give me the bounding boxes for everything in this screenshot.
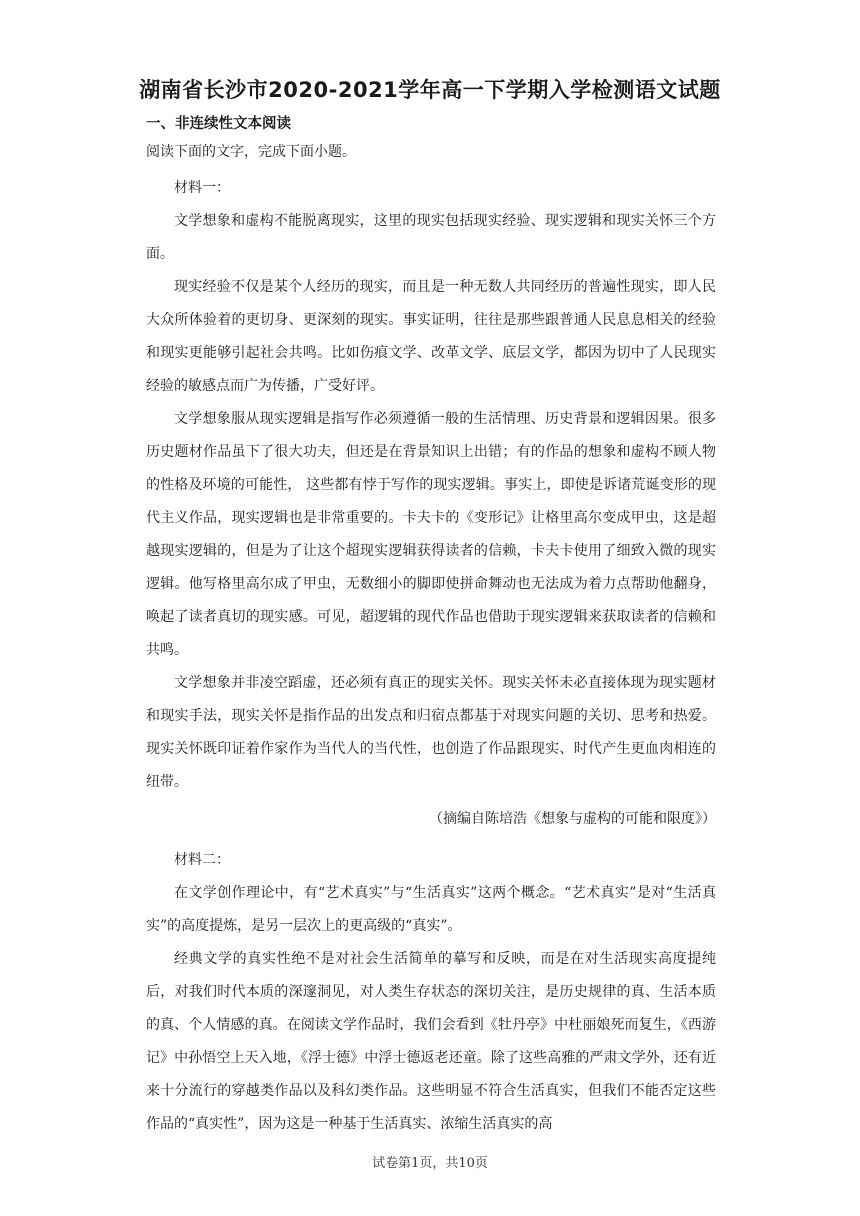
material-two-label: 材料二： (174, 852, 230, 868)
material-two-paragraph: 经典文学的真实性绝不是对社会生活简单的摹写和反映，而是在对生活现实高度提纯后，对我们时代本质的深邃洞见，对人类生存状态的深切关注，是历史规律的真、生活本质的真、个人情感的真。在阅读文学作品时，我们会看到《牡丹亭》中杜丽娘死而复生，《西游记》中孙悟空上天入地，《浮士德》中浮士德返老还童。除了这些高雅的严肃文学外，还有近来十分流行的穿越类作品以及科幻类作品。这些明显不符合生活真实，但我们不能否定这些作品的“真实性”，因为这是一种基于生活真实、浓缩生活真实的高 (146, 951, 716, 1132)
material-one-label: 材料一： (174, 180, 230, 196)
document-body (146, 112, 716, 1141)
material-one-paragraph: 文学想象并非凌空蹈虚，还必须有真正的现实关怀。现实关怀未必直接体现为现实题材和现实手法，现实关怀是指作品的出发点和归宿点都基于对现实问题的关切、思考和热爱。现实关怀既印证着作家作为当代人的当代性，也创造了作品跟现实、时代产生更血肉相连的纽带。 (146, 675, 716, 790)
material-two-paragraph: 在文学创作理论中，有“艺术真实”与“生活真实”这两个概念。“艺术真实”是对“生活真实”的高度提炼，是另一层次上的更高级的“真实”。 (146, 885, 716, 934)
material-one-paragraph: 现实经验不仅是某个人经历的现实，而且是一种无数人共同经历的普遍性现实，即人民大众所体验着的更切身、更深刻的现实。事实证明，往往是那些跟普通人民息息相关的经验和现实更能够引起社会共鸣。比如伤痕文学、改革文学、底层文学，都因为切中了人民现实经验的敏感点而广为传播，广受好评。 (146, 279, 716, 394)
material-one-paragraph: 文学想象服从现实逻辑是指写作必须遵循一般的生活情理、历史背景和逻辑因果。很多历史题材作品虽下了很大功夫，但还是在背景知识上出错；有的作品的想象和虚构不顾人物的性格及环境的可能性， 这些都有悖于写作的现实逻辑。事实上，即使是诉诸荒诞变形的现代主义作品，现实逻辑也是非常重要的。卡夫卡的《变形记》让格里高尔变成甲虫，这是超越现实逻辑的，但是为了让这个超现实逻辑获得读者的信赖，卡夫卡使用了细致入微的现实逻辑。他写格里高尔成了甲虫，无数细小的脚即使拼命舞动也无法成为着力点帮助他翻身，唤起了读者真切的现实感。可见，超逻辑的现代作品也借助于现实逻辑来获取读者的信赖和共鸣。 (146, 411, 716, 658)
section-heading: 一、非连续性文本阅读 (146, 116, 291, 132)
page-footer: 试卷第1页，共10页 (372, 1156, 488, 1171)
material-one-paragraph: 文学想象和虚构不能脱离现实，这里的现实包括现实经验、现实逻辑和现实关怀三个方面。 (146, 213, 716, 262)
instruction-text: 阅读下面的文字，完成下面小题。 (146, 144, 356, 160)
material-one-source: （摘编自陈培浩《想象与虚构的可能和限度》） (429, 811, 716, 827)
page-title: 湖南省长沙市2020-2021学年高一下学期入学检测语文试题 (139, 78, 721, 102)
